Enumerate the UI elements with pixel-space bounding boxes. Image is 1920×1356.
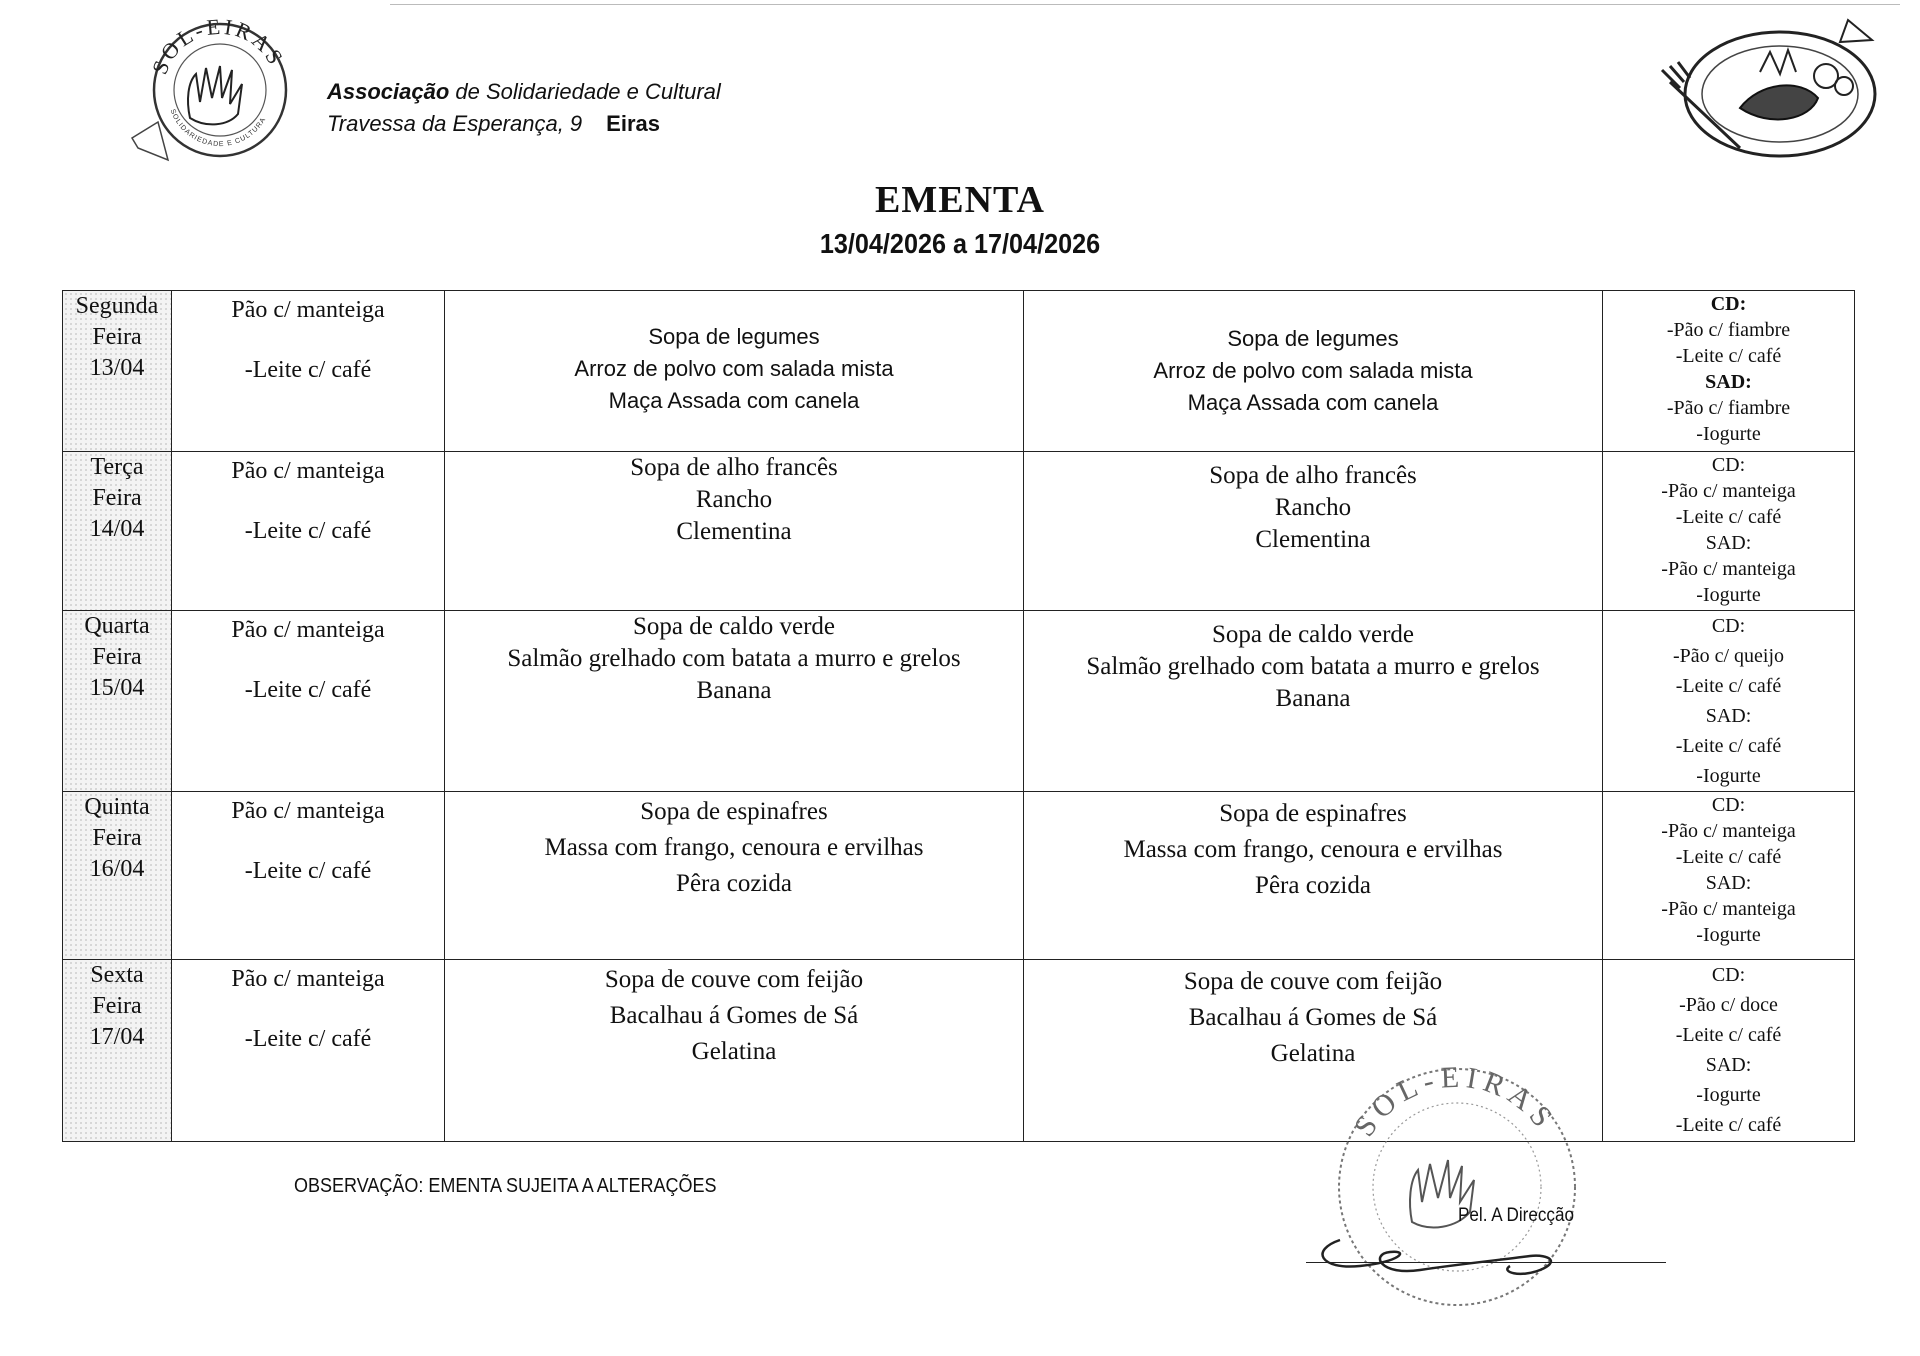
- day-date: 15/04: [89, 675, 145, 701]
- lunch-soup: Sopa de couve com feijão: [604, 966, 864, 993]
- breakfast-drink: -Leite c/ café: [244, 357, 372, 383]
- snack-sad-item: -Iogurte: [1696, 584, 1761, 606]
- snack-sad-label: SAD:: [1705, 532, 1752, 554]
- svg-text:SOL-EIRAS: SOL-EIRAS: [146, 13, 290, 78]
- observation-note: OBSERVAÇÃO: EMENTA SUJEITA A ALTERAÇÕES: [294, 1175, 717, 1197]
- lunch-dessert: Gelatina: [691, 1038, 777, 1065]
- breakfast-cell: [172, 452, 445, 611]
- day-cell: [63, 291, 172, 452]
- dinner-soup: Sopa de caldo verde: [1211, 621, 1414, 648]
- association-place: Eiras: [606, 111, 660, 136]
- dinner-dessert: Maça Assada com canela: [1187, 390, 1439, 415]
- svg-text:SOL-EIRAS: SOL-EIRAS: [1347, 1060, 1563, 1143]
- lunch-main: Rancho: [695, 486, 773, 513]
- snack-cd-item: -Leite c/ café: [1675, 1024, 1782, 1046]
- lunch-main: Arroz de polvo com salada mista: [574, 356, 894, 381]
- dinner-main: Massa com frango, cenoura e ervilhas: [1123, 836, 1503, 863]
- snack-sad-label: SAD:: [1705, 705, 1752, 727]
- snack-sad-label: SAD:: [1705, 1054, 1752, 1076]
- snack-cd-item: -Leite c/ café: [1675, 846, 1782, 868]
- day-date: 13/04: [89, 355, 145, 381]
- snack-sad-item: -Iogurte: [1696, 1084, 1761, 1106]
- signature-scribble: [1300, 1220, 1600, 1290]
- svg-text:SOLIDARIEDADE E CULTURA: SOLIDARIEDADE E CULTURA: [168, 108, 268, 149]
- plate-icon: [1640, 12, 1890, 172]
- breakfast-drink: -Leite c/ café: [244, 518, 372, 544]
- lunch-cell: [445, 452, 1024, 611]
- breakfast-cell: [172, 291, 445, 452]
- day-cell: [63, 452, 172, 611]
- day-date: 16/04: [89, 856, 145, 882]
- day-suffix: Feira: [92, 324, 142, 350]
- snack-cd-item: -Leite c/ café: [1675, 675, 1782, 697]
- breakfast-drink: -Leite c/ café: [244, 858, 372, 884]
- dinner-dessert: Clementina: [1255, 526, 1371, 553]
- dinner-main: Arroz de polvo com salada mista: [1153, 358, 1473, 383]
- lunch-cell: [445, 611, 1024, 792]
- snack-cd-item: -Pão c/ manteiga: [1661, 480, 1796, 502]
- dinner-dessert: Pêra cozida: [1255, 872, 1371, 899]
- day-suffix: Feira: [92, 825, 142, 851]
- dinner-dessert: Banana: [1275, 685, 1351, 712]
- snack-cell: [1603, 452, 1855, 611]
- day-date: 14/04: [89, 516, 145, 542]
- breakfast-item: Pão c/ manteiga: [231, 617, 385, 643]
- breakfast-cell: [172, 611, 445, 792]
- dinner-dessert: Gelatina: [1270, 1040, 1356, 1067]
- lunch-main: Massa com frango, cenoura e ervilhas: [544, 834, 924, 861]
- snack-cd-item: -Leite c/ café: [1675, 345, 1782, 367]
- lunch-cell: [445, 291, 1024, 452]
- association-logo: [128, 10, 298, 165]
- snack-sad-item: -Leite c/ café: [1675, 1114, 1782, 1136]
- lunch-dessert: Clementina: [676, 518, 792, 545]
- lunch-soup: Sopa de alho francês: [630, 454, 838, 481]
- page-title: EMENTA: [875, 179, 1045, 221]
- association-address: Travessa da Esperança, 9 Eiras: [327, 111, 660, 136]
- lunch-main: Bacalhau á Gomes de Sá: [609, 1002, 859, 1029]
- day-cell: [63, 960, 172, 1142]
- dinner-cell: [1024, 792, 1603, 960]
- snack-cd-item: -Pão c/ manteiga: [1661, 820, 1796, 842]
- snack-cell: [1603, 611, 1855, 792]
- dinner-cell: [1024, 611, 1603, 792]
- breakfast-cell: [172, 960, 445, 1142]
- lunch-soup: Sopa de espinafres: [640, 798, 828, 825]
- snack-sad-item: -Leite c/ café: [1675, 735, 1782, 757]
- table-row: [63, 792, 1855, 960]
- breakfast-item: Pão c/ manteiga: [231, 798, 385, 824]
- snack-cell: [1603, 792, 1855, 960]
- dinner-main: Bacalhau á Gomes de Sá: [1188, 1004, 1438, 1031]
- breakfast-item: Pão c/ manteiga: [231, 966, 385, 992]
- day-name: Sexta: [90, 962, 144, 988]
- snack-cd-label: CD:: [1710, 293, 1747, 315]
- association-header: [327, 76, 721, 140]
- snack-cd-label: CD:: [1711, 454, 1746, 476]
- lunch-soup: Sopa de legumes: [648, 324, 820, 349]
- signature-label: Pel. A Direcção: [1458, 1205, 1574, 1226]
- lunch-dessert: Banana: [696, 677, 772, 704]
- lunch-soup: Sopa de caldo verde: [632, 613, 835, 640]
- snack-sad-item: -Pão c/ manteiga: [1661, 558, 1796, 580]
- day-suffix: Feira: [92, 485, 142, 511]
- dinner-main: Salmão grelhado com batata a murro e grelos: [1086, 653, 1540, 680]
- table-row: [63, 291, 1855, 452]
- snack-cell: [1603, 960, 1855, 1142]
- day-name: Segunda: [75, 293, 159, 319]
- snack-sad-label: SAD:: [1705, 371, 1752, 393]
- snack-sad-item: -Iogurte: [1696, 423, 1761, 445]
- lunch-cell: [445, 960, 1024, 1142]
- day-name: Quarta: [84, 613, 150, 639]
- breakfast-drink: -Leite c/ café: [244, 677, 372, 703]
- lunch-dessert: Pêra cozida: [676, 870, 792, 897]
- dinner-soup: Sopa de couve com feijão: [1183, 968, 1443, 995]
- snack-sad-label: SAD:: [1705, 872, 1752, 894]
- snack-sad-item: -Iogurte: [1696, 924, 1761, 946]
- snack-sad-item: -Pão c/ fiambre: [1666, 397, 1791, 419]
- table-row: [63, 452, 1855, 611]
- dinner-soup: Sopa de legumes: [1227, 326, 1399, 351]
- breakfast-item: Pão c/ manteiga: [231, 458, 385, 484]
- dinner-soup: Sopa de espinafres: [1219, 800, 1407, 827]
- breakfast-cell: [172, 792, 445, 960]
- dinner-soup: Sopa de alho francês: [1209, 462, 1417, 489]
- snack-cd-item: -Pão c/ queijo: [1672, 645, 1785, 667]
- snack-sad-item: -Pão c/ manteiga: [1661, 898, 1796, 920]
- menu-table: [62, 290, 1855, 1142]
- dinner-cell: [1024, 452, 1603, 611]
- top-border-line: [390, 4, 1900, 5]
- lunch-cell: [445, 792, 1024, 960]
- snack-cd-label: CD:: [1711, 964, 1746, 986]
- breakfast-drink: -Leite c/ café: [244, 1026, 372, 1052]
- day-cell: [63, 611, 172, 792]
- day-date: 17/04: [89, 1024, 145, 1050]
- snack-cd-label: CD:: [1711, 615, 1746, 637]
- association-name: Associação de Solidariedade e Cultural: [327, 79, 721, 104]
- breakfast-item: Pão c/ manteiga: [231, 297, 385, 323]
- snack-cd-item: -Leite c/ café: [1675, 506, 1782, 528]
- date-range: 13/04/2026 a 17/04/2026: [819, 228, 1101, 259]
- day-suffix: Feira: [92, 993, 142, 1019]
- dinner-main: Rancho: [1274, 494, 1352, 521]
- snack-cell: [1603, 291, 1855, 452]
- day-name: Terça: [90, 454, 144, 480]
- lunch-dessert: Maça Assada com canela: [608, 388, 860, 413]
- snack-cd-item: -Pão c/ doce: [1679, 994, 1778, 1016]
- day-name: Quinta: [84, 794, 150, 820]
- day-suffix: Feira: [92, 644, 142, 670]
- snack-sad-item: -Iogurte: [1696, 765, 1761, 787]
- lunch-main: Salmão grelhado com batata a murro e grelos: [507, 645, 961, 672]
- table-row: [63, 611, 1855, 792]
- snack-cd-item: -Pão c/ fiambre: [1666, 319, 1791, 341]
- snack-cd-label: CD:: [1711, 794, 1746, 816]
- dinner-cell: [1024, 291, 1603, 452]
- day-cell: [63, 792, 172, 960]
